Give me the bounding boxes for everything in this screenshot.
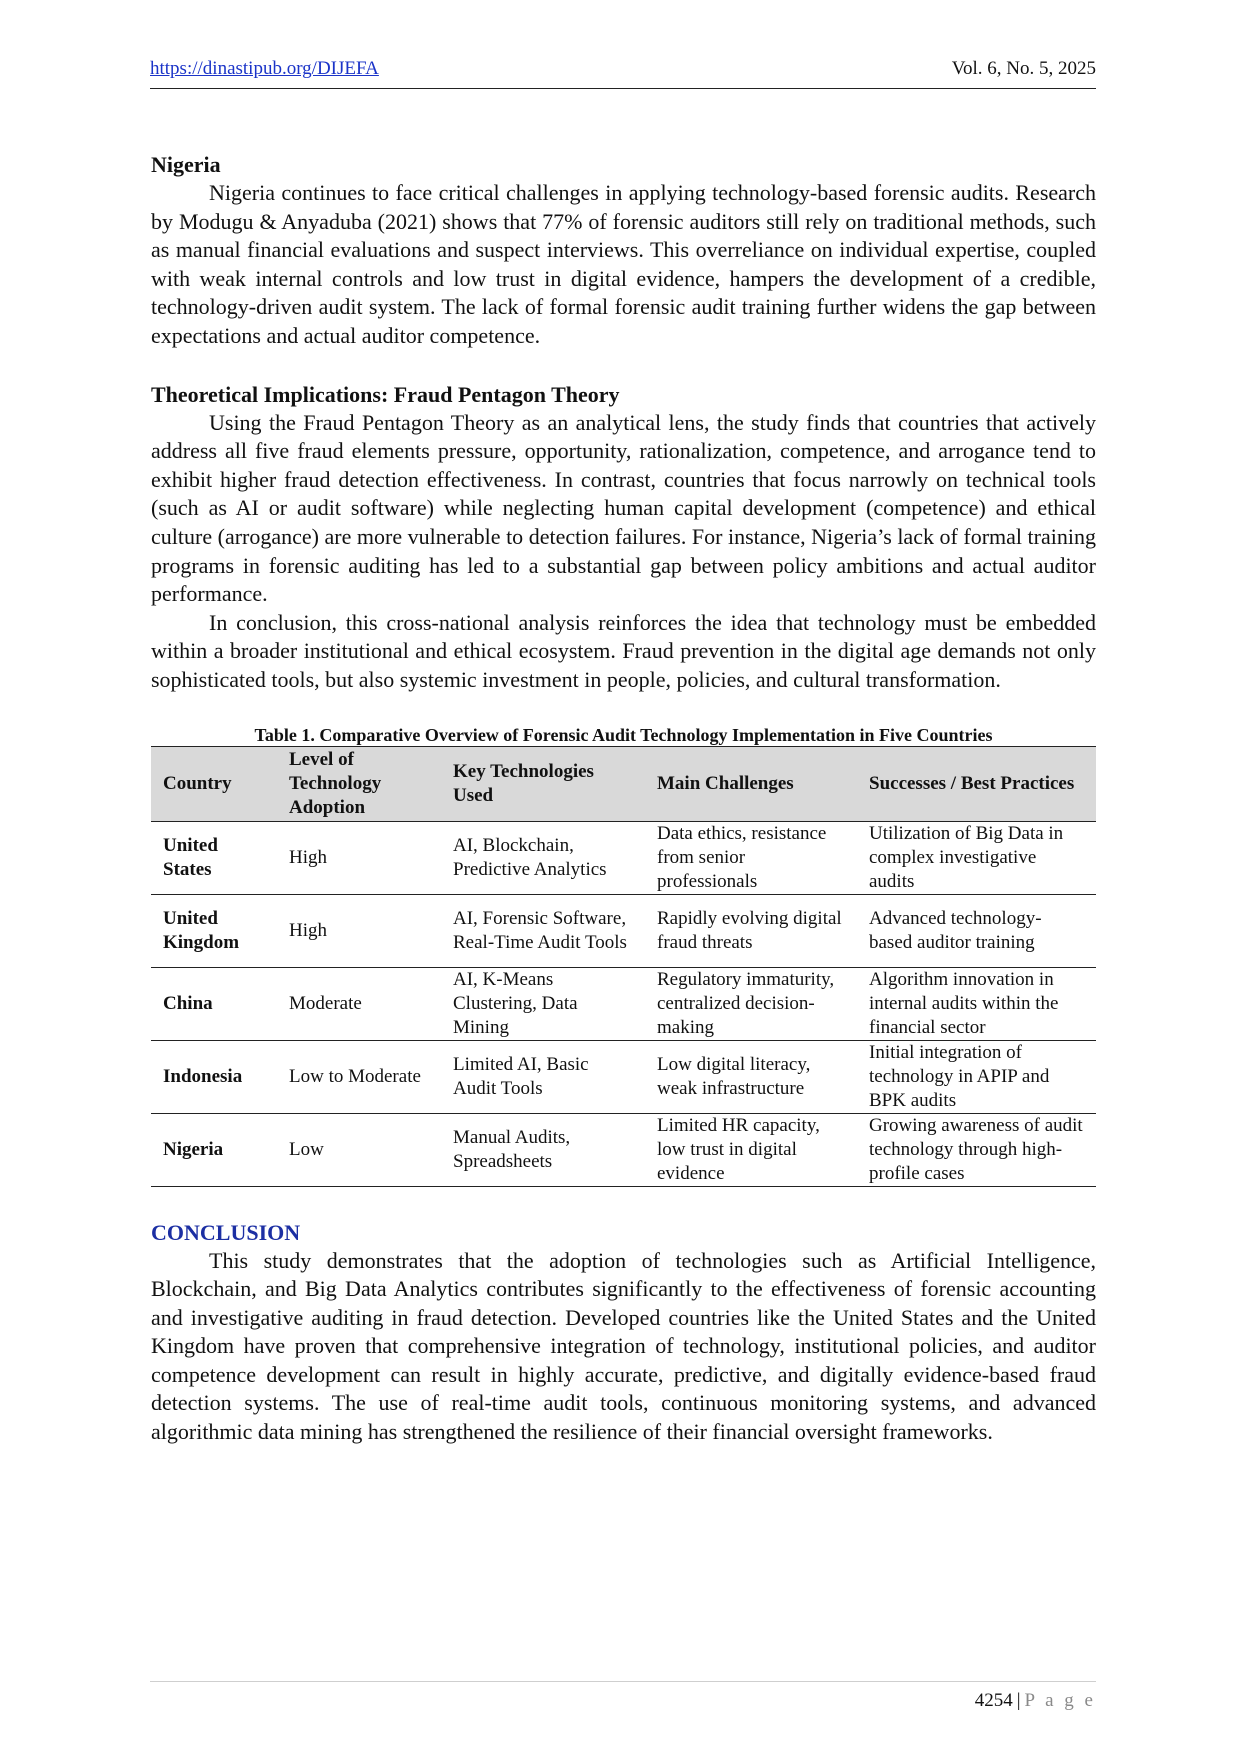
cell-practices: Utilization of Big Data in complex investigative audits <box>869 822 1064 892</box>
table-row <box>151 821 1096 894</box>
cell-adoption: High <box>289 846 327 868</box>
cell-adoption: Moderate <box>289 992 362 1014</box>
section-heading-nigeria: Nigeria <box>151 152 221 177</box>
header-main-challenges: Main Challenges <box>645 746 857 821</box>
cell-country: United States <box>163 834 218 880</box>
page-number: 4254 <box>974 1690 1013 1711</box>
cell-adoption: Low <box>289 1138 324 1160</box>
cell-technologies: AI, Blockchain, Predictive Analytics <box>453 834 607 880</box>
cell-country: China <box>163 992 213 1014</box>
conclusion-paragraph: This study demonstrates that the adoption of technologies such as Artificial Intelligence, Blockchain, and Big Data Analytics contributes significantly to the effectiveness of forensic accounting and investigative auditing in fraud detection. Developed countries like the United States and the United Kingdom have proven that comprehensive integration of technology, institutional policies, and auditor competence development can result in highly accurate, predictive, and digitally evidence-based fraud detection systems. The use of real-time audit tools, continuous monitoring systems, and advanced algorithmic data mining has strengthened the resilience of their financial oversight frameworks. <box>151 1247 1096 1445</box>
cell-country: United Kingdom <box>163 907 240 953</box>
page-header <box>150 58 1096 89</box>
cell-country: Nigeria <box>163 1138 224 1160</box>
cell-practices: Algorithm innovation in internal audits within the financial sector <box>869 968 1059 1038</box>
cell-adoption: High <box>289 919 327 941</box>
cell-challenges: Rapidly evolving digital fraud threats <box>657 907 842 953</box>
header-best-practices: Successes / Best Practices <box>857 746 1096 821</box>
cell-adoption: Low to Moderate <box>289 1065 421 1087</box>
table-row <box>151 894 1096 967</box>
theory-paragraph-2: In conclusion, this cross-national analysis reinforces the idea that technology must be embedded within a broader institutional and ethical ecosystem. Fraud prevention in the digital age demands not only sophisticated tools, but also systemic investment in people, policies, and cultural transformation. <box>151 609 1096 692</box>
cell-country: Indonesia <box>163 1065 243 1087</box>
header-adoption-level: Level of Technology Adoption <box>277 746 441 821</box>
page-separator: | <box>1016 1690 1021 1711</box>
cell-challenges: Limited HR capacity, low trust in digital evidence <box>657 1114 820 1184</box>
cell-practices: Advanced technology-based auditor training <box>869 907 1042 953</box>
page-number-label <box>975 1690 1096 1712</box>
page-word: P a g e <box>1024 1690 1096 1711</box>
nigeria-paragraph: Nigeria continues to face critical challenges in applying technology-based forensic audits. Research by Modugu & Anyaduba (2021) shows that 77% of forensic auditors still rely on traditional methods, such as manual financial evaluations and suspect interviews. This overreliance on individual expertise, coupled with weak internal controls and low trust in digital evidence, hampers the development of a credible, technology-driven audit system. The lack of formal forensic audit training further widens the gap between expectations and actual auditor competence. <box>151 180 1096 348</box>
cell-technologies: Manual Audits, Spreadsheets <box>453 1126 571 1172</box>
table-header-row <box>151 746 1096 821</box>
table-row <box>151 967 1096 1040</box>
cell-practices: Initial integration of technology in APIP and BPK audits <box>869 1041 1050 1111</box>
section-heading-conclusion: CONCLUSION <box>151 1219 301 1245</box>
volume-info: Vol. 6, No. 5, 2025 <box>951 58 1096 79</box>
main-content <box>151 150 1096 1447</box>
theory-paragraph-1: Using the Fraud Pentagon Theory as an analytical lens, the study finds that countries that actively address all five fraud elements pressure, opportunity, rationalization, competence, and arrogance tend to exhibit higher fraud detection effectiveness. In contrast, countries that focus narrowly on technical tools (such as AI or audit software) while neglecting human capital development (competence) and ethical culture (arrogance) are more vulnerable to detection failures. For instance, Nigeria’s lack of formal training programs in forensic auditing has led to a substantial gap between policy ambitions and actual auditor performance. <box>151 409 1096 607</box>
cell-challenges: Data ethics, resistance from senior professionals <box>657 822 827 892</box>
journal-url-link[interactable]: https://dinastipub.org/DIJEFA <box>150 58 379 79</box>
table-row <box>151 1040 1096 1113</box>
cell-challenges: Regulatory immaturity, centralized decision-making <box>657 968 835 1038</box>
cell-technologies: Limited AI, Basic Audit Tools <box>453 1053 589 1099</box>
table-caption: Table 1. Comparative Overview of Forensic Audit Technology Implementation in Five Countries <box>254 724 993 745</box>
section-heading-theory: Theoretical Implications: Fraud Pentagon Theory <box>151 381 620 407</box>
cell-technologies: AI, Forensic Software, Real-Time Audit Tools <box>453 907 627 953</box>
cell-technologies: AI, K-Means Clustering, Data Mining <box>453 968 578 1038</box>
page-footer <box>150 1681 1096 1722</box>
comparison-table <box>151 746 1096 1187</box>
cell-challenges: Low digital literacy, weak infrastructure <box>657 1053 811 1099</box>
table-row <box>151 1113 1096 1186</box>
cell-practices: Growing awareness of audit technology through high-profile cases <box>869 1114 1083 1184</box>
header-country: Country <box>151 746 277 821</box>
header-key-technologies: Key Technologies Used <box>441 746 645 821</box>
